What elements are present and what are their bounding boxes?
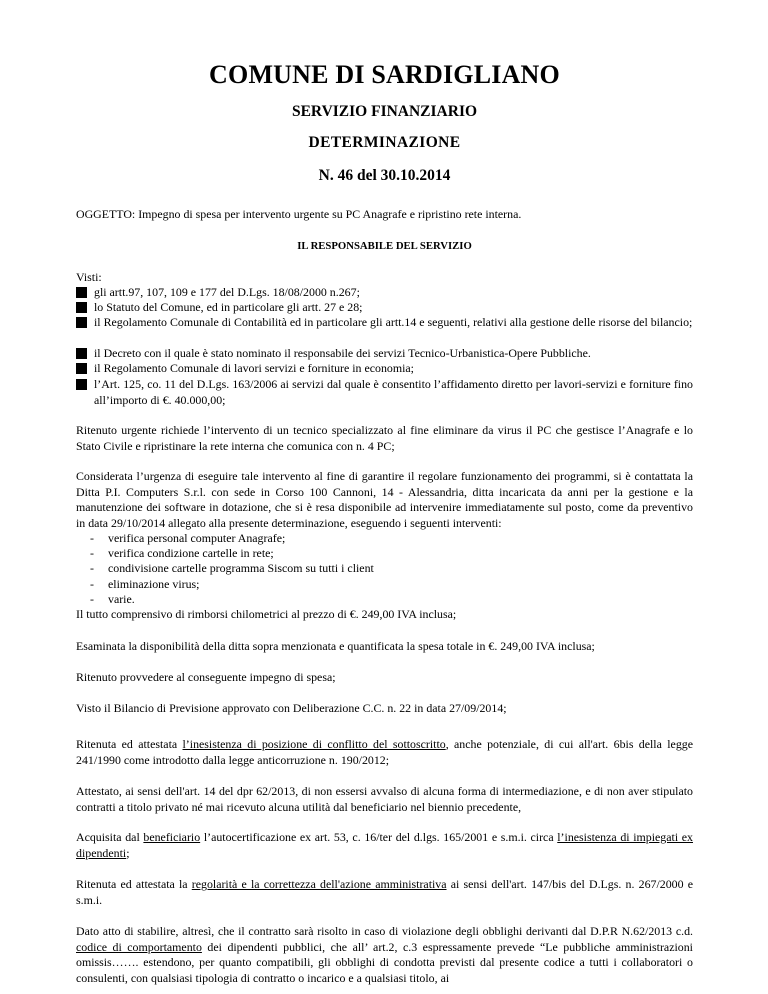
visti-label: Visti: [76, 270, 102, 284]
underlined-text: beneficiario [143, 830, 201, 844]
paragraph-totale: Il tutto comprensivo di rimborsi chilometrici al prezzo di €. 249,00 IVA inclusa; [76, 607, 457, 621]
text-run: , anche potenziale, di cui all'art. 6bis della legge 241/1990 come introdotto dalla legge anticorruzione n. 190/2012; [76, 737, 693, 767]
visti-item [76, 346, 693, 362]
underlined-text: codice di comportamento [76, 939, 202, 954]
underlined-text: regolarità e la correttezza dell'azione amministrativa [191, 877, 447, 891]
document-number: N. 46 del 30.10.2014 [318, 167, 451, 184]
intervention-text: verifica personal computer Anagrafe; [108, 531, 286, 545]
paragraph-considerata: Considerata l’urgenza di eseguire tale intervento al fine di garantire il regolare funzionamento dei programmi, si è contattata la Ditta P.I. Computers S.r.l. con sede in Corso 100 Cannoni, 14 - Alessandria, ditta incaricata da anni per la gestione e la manutenzione dei software in dotazione, che si è resa disponibile ad intervenire immediatamente sul posto, come da preventivo in data 29/10/2014 allegato alla presente determinazione, eseguendo i seguenti interventi: [76, 469, 693, 530]
intervention-item: - verifica personal computer Anagrafe; [90, 531, 286, 545]
text-run: dei dipendenti pubblici, che all’ art.2, c.3 espressamente prevede “Le pubbliche amministrazioni omissis……. estendono, per quanto compatibili, gli obblighi di condotta previsti dal presente codice a tutti i collaboratori o consulenti, con qualsiasi tipologia di contratto o incarico e a qualsiasi titolo, ai [76, 939, 693, 985]
paragraph-visto-bilancio: Visto il Bilancio di Previsione approvato con Deliberazione C.C. n. 22 in data 27/09/2014; [76, 701, 507, 715]
text-run: Ritenuta ed attestata la [76, 877, 192, 891]
visti-item [76, 377, 693, 408]
square-bullet-icon [76, 317, 87, 328]
square-bullet-icon [76, 302, 87, 313]
intervention-text: varie. [108, 592, 135, 606]
intervention-item: - verifica condizione cartelle in rete; [90, 546, 274, 560]
visti-item-text: il Regolamento Comunale di Contabilità ed in particolare gli artt.14 e seguenti, relativi alla gestione delle risorse del bilancio; [94, 315, 693, 329]
paragraph-dato-atto [76, 924, 693, 986]
intervention-item: - varie. [90, 592, 135, 606]
intervention-text: verifica condizione cartelle in rete; [108, 546, 274, 560]
visti-item-text: il Decreto con il quale è stato nominato il responsabile dei servizi Tecnico-Urbanistica-Opere Pubbliche. [94, 346, 591, 360]
paragraph-attestato: Attestato, ai sensi dell'art. 14 del dpr 62/2013, di non essersi avvalso di alcuna forma di intermediazione, e di non aver stipulato contratti a titolo privato né mai ricevuto alcuna utilità dal beneficiario nel biennio precedente, [76, 784, 693, 814]
square-bullet-icon [76, 363, 87, 374]
square-bullet-icon [76, 348, 87, 359]
subject-line: OGGETTO: Impegno di spesa per intervento urgente su PC Anagrafe e ripristino rete interna. [76, 207, 522, 221]
visti-item [76, 300, 693, 316]
paragraph-inesistenza [76, 737, 693, 768]
text-run: l’autocertificazione ex art. 53, c. 16/ter del d.lgs. 165/2001 e s.m.i. circa [200, 830, 558, 844]
paragraph-regolarita [76, 877, 693, 908]
square-bullet-icon [76, 379, 87, 390]
visti-item-text: il Regolamento Comunale di lavori servizi e forniture in economia; [94, 361, 414, 375]
paragraph-ritenuto-urgente: Ritenuto urgente richiede l’intervento di un tecnico specializzato al fine eliminare da virus il PC che gestisce l’Anagrafe e lo Stato Civile e ripristinare la rete interna che comunica con n. 4 PC; [76, 423, 693, 453]
text-run: ; [126, 845, 130, 860]
paragraph-acquisita [76, 830, 693, 861]
document-type-title: DETERMINAZIONE [308, 134, 461, 151]
service-title: SERVIZIO FINANZIARIO [291, 103, 478, 120]
intervention-text: eliminazione virus; [108, 577, 200, 591]
underlined-text: l’inesistenza di posizione di conflitto del sottoscritto [182, 737, 446, 751]
intervention-text: condivisione cartelle programma Siscom su tutti i client [108, 561, 374, 575]
underlined-text: l’inesistenza di impiegati ex dipendenti [76, 830, 693, 860]
visti-item [76, 361, 693, 377]
municipality-title: COMUNE DI SARDIGLIANO [209, 60, 560, 89]
visti-item-text: l’Art. 125, co. 11 del D.Lgs. 163/2006 ai servizi dal quale è consentito l’affidamento diretto per lavori-servizi e forniture fino all’importo di €. 40.000,00; [94, 377, 693, 407]
text-run: Dato atto di stabilire, altresì, che il contratto sarà risolto in caso di violazione degli obblighi derivanti dal D.P.R N.62/2013 c.d. [76, 924, 693, 938]
visti-item-text: lo Statuto del Comune, ed in particolare gli artt. 27 e 28; [94, 300, 363, 314]
paragraph-esaminata: Esaminata la disponibilità della ditta sopra menzionata e quantificata la spesa totale in €. 249,00 IVA inclusa; [76, 639, 595, 653]
text-run: Ritenuta ed attestata [76, 737, 183, 751]
text-run: ai sensi dell'art. 147/bis del D.Lgs. n. 267/2000 e s.m.i. [76, 877, 693, 907]
visti-item [76, 285, 693, 301]
section-heading: IL RESPONSABILE DEL SERVIZIO [297, 240, 472, 252]
visti-item-text: gli artt.97, 107, 109 e 177 del D.Lgs. 18/08/2000 n.267; [94, 285, 360, 299]
paragraph-ritenuto-provvedere: Ritenuto provvedere al conseguente impegno di spesa; [76, 670, 336, 684]
square-bullet-icon [76, 287, 87, 298]
visti-item [76, 315, 693, 331]
intervention-item: - eliminazione virus; [90, 577, 200, 591]
intervention-item: - condivisione cartelle programma Siscom su tutti i client [90, 561, 374, 575]
text-run: Acquisita dal [76, 830, 144, 844]
